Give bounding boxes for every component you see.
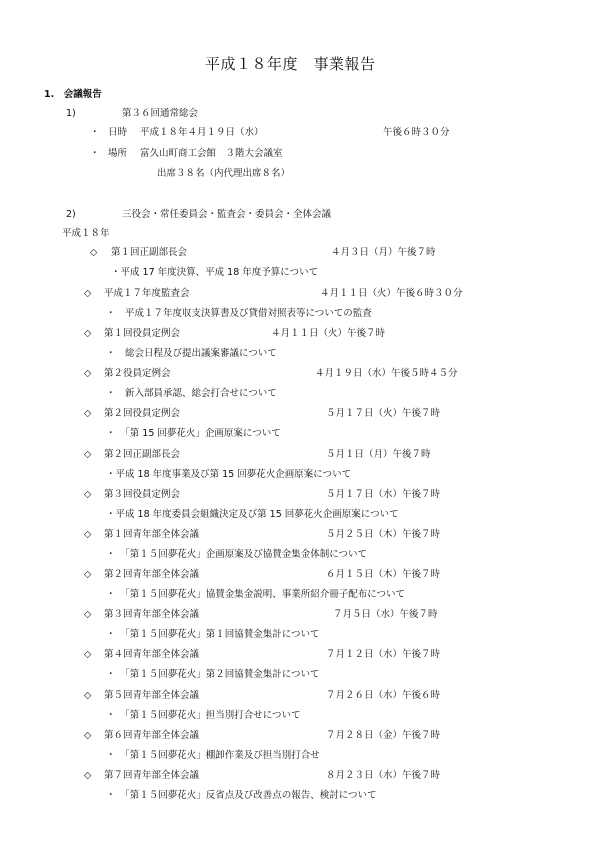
meeting-marker: ◇ xyxy=(84,408,92,419)
meeting-name: 第５回青年部全体会議 xyxy=(104,690,200,701)
year-label: 平成１８年 xyxy=(62,228,110,239)
meeting-when: ５月１７日（火）午後７時 xyxy=(326,408,441,419)
meeting-detail: ・ 「第１５回夢花火」第２回協賛金集計について xyxy=(106,669,320,680)
item-number: 1) xyxy=(66,108,76,119)
meeting-name: 第７回青年部全体会議 xyxy=(104,770,200,781)
meeting-name: 第２回役員定例会 xyxy=(104,408,181,419)
meeting-detail: ・ 総会日程及び提出議案審議について xyxy=(106,348,277,359)
meeting-detail: ・ 「第１５回夢花火」協賛金集金説明、事業所紹介冊子配布について xyxy=(106,589,406,600)
meeting-name: 第２役員定例会 xyxy=(104,368,171,379)
meeting-when: ６月１５日（木）午後７時 xyxy=(326,569,441,580)
meeting-detail: ・平成 18 年度委員会組織決定及び第 15 回夢花火企画原案について xyxy=(106,509,399,520)
meeting-name: 第１回役員定例会 xyxy=(104,328,181,339)
meeting-when: ７月２６日（水）午後６時 xyxy=(326,690,441,701)
meeting-detail: ・ 「第 15 回夢花火」企画原案について xyxy=(106,428,281,439)
meeting-name: 平成１７年度監査会 xyxy=(104,288,190,299)
meeting-when: ７月５日（水）午後７時 xyxy=(333,609,438,620)
meeting-when: ７月２８日（金）午後７時 xyxy=(326,730,441,741)
meeting-marker: ◇ xyxy=(84,368,92,379)
meeting-when: ５月１日（月）午後７時 xyxy=(326,449,431,460)
meeting-marker: ◇ xyxy=(84,690,92,701)
meeting-when: ４月１１日（火）午後６時３０分 xyxy=(320,288,463,299)
bullet: ・ xyxy=(90,148,100,159)
meeting-detail: ・ 「第１５回夢花火」企画原案及び協賛金集金体制について xyxy=(106,549,368,560)
meeting-marker: ◇ xyxy=(84,449,92,460)
meeting-marker: ◇ xyxy=(84,609,92,620)
meeting-marker: ◇ xyxy=(84,649,92,660)
time-value: 午後６時３０分 xyxy=(383,127,450,138)
meeting-detail: ・ 「第１５回夢花火」反省点及び改善点の報告、検討について xyxy=(106,790,377,801)
meeting-detail: ・ 「第１５回夢花火」担当別打合せについて xyxy=(106,710,301,721)
meeting-marker: ◇ xyxy=(84,770,92,781)
page-title: 平成１８年度 事業報告 xyxy=(205,55,376,73)
meeting-when: ５月１７日（水）午後７時 xyxy=(326,489,441,500)
meeting-name: 第１回正副部長会 xyxy=(111,247,188,258)
meeting-detail: ・平成 17 年度決算、平成 18 年度予算について xyxy=(111,267,319,278)
meeting-detail: ・ 「第１５回夢花火」第１回協賛金集計について xyxy=(106,629,320,640)
bullet: ・ xyxy=(90,127,100,138)
item-name: 三役会・常任委員会・監査会・委員会・全体会議 xyxy=(122,209,332,220)
meeting-name: 第１回青年部全体会議 xyxy=(104,529,200,540)
meeting-name: 第４回青年部全体会議 xyxy=(104,649,200,660)
meeting-name: 第２回正副部長会 xyxy=(104,449,181,460)
meeting-marker: ◇ xyxy=(84,569,92,580)
place-value: 富久山町商工会館 ３階大会議室 xyxy=(140,148,283,159)
meeting-marker: ◇ xyxy=(84,529,92,540)
meeting-when: ４月３日（月）午後７時 xyxy=(331,247,436,258)
date-label: 日時 xyxy=(108,127,128,138)
meeting-marker: ◇ xyxy=(84,288,92,299)
meeting-detail: ・ 平成１７年度収支決算書及び貸借対照表等についての監査 xyxy=(106,308,372,319)
item-name: 第３６回通常総会 xyxy=(122,108,199,119)
meeting-detail: ・ 「第１５回夢花火」棚卸作業及び担当別打合せ xyxy=(106,750,320,761)
date-value: 平成１８年４月１９日（水） xyxy=(140,127,264,138)
meeting-marker: ◇ xyxy=(84,489,92,500)
section-heading: 1. 会議報告 xyxy=(44,89,102,100)
meeting-when: ４月１１日（火）午後７時 xyxy=(271,328,386,339)
meeting-when: ８月２３日（水）午後７時 xyxy=(326,770,441,781)
meeting-marker: ◇ xyxy=(84,328,92,339)
meeting-when: ５月２５日（木）午後７時 xyxy=(326,529,441,540)
meeting-name: 第３回役員定例会 xyxy=(104,489,181,500)
meeting-marker: ◇ xyxy=(90,247,98,258)
place-label: 場所 xyxy=(108,148,128,159)
meeting-marker: ◇ xyxy=(84,730,92,741)
item-number: 2) xyxy=(66,209,76,220)
meeting-detail: ・ 新入部員承認、総会打合せについて xyxy=(106,388,277,399)
meeting-when: ４月１９日（水）午後５時４５分 xyxy=(315,368,458,379)
meeting-name: 第６回青年部全体会議 xyxy=(104,730,200,741)
meeting-name: 第３回青年部全体会議 xyxy=(104,609,200,620)
attendance: 出席３８名（内代理出席８名） xyxy=(157,168,291,179)
meeting-when: ７月１２日（水）午後７時 xyxy=(326,649,441,660)
meeting-detail: ・平成 18 年度事業及び第 15 回夢花火企画原案について xyxy=(106,469,352,480)
meeting-name: 第２回青年部全体会議 xyxy=(104,569,200,580)
